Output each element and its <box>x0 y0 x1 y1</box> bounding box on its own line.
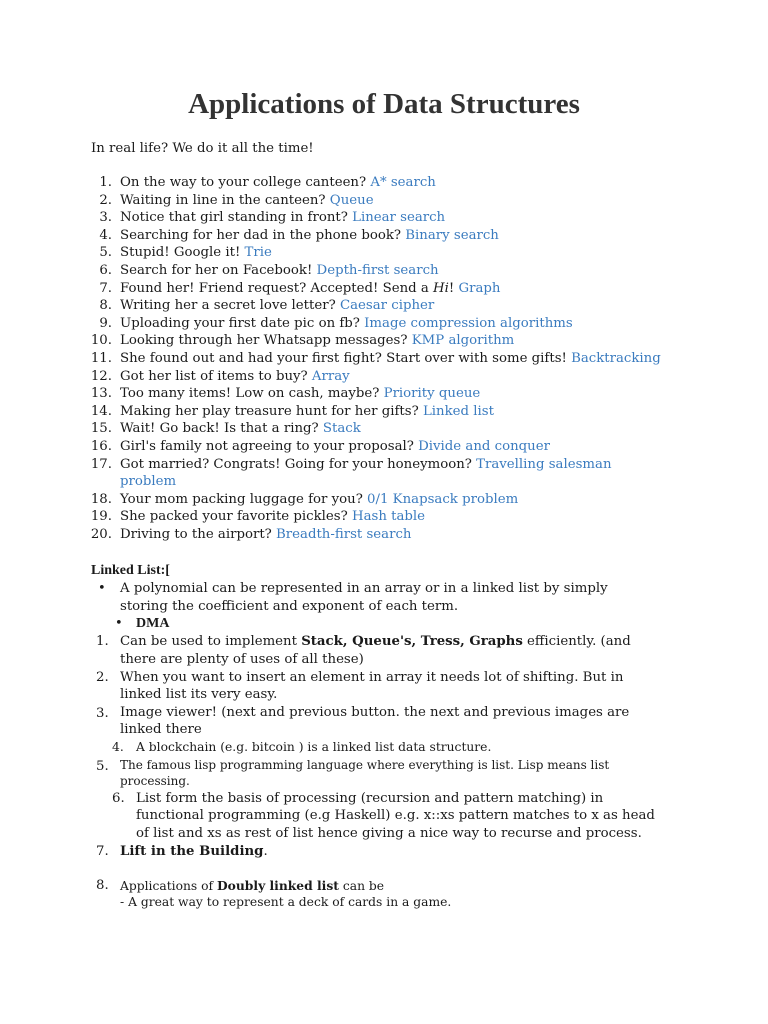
item-2-line-2: linked list its very easy. <box>120 687 278 702</box>
item-number: 20. <box>90 527 112 542</box>
item-number: 7. <box>99 280 112 296</box>
bullet-icon: • <box>115 616 123 631</box>
dma-label: DMA <box>136 616 170 631</box>
item-text <box>120 526 411 543</box>
linked-list-heading: Linked List:[ <box>91 563 170 578</box>
intro-text: In real life? We do it all the time! <box>91 141 314 156</box>
item-8-line-1 <box>120 877 384 895</box>
item-text <box>120 280 500 297</box>
item-number: 19. <box>90 509 112 525</box>
item-number: 15. <box>90 421 112 437</box>
algorithm-link[interactable]: Priority queue <box>383 386 481 402</box>
item-number: 17. <box>90 456 112 472</box>
item-description: Looking through her Whatsapp messages? <box>120 333 412 349</box>
item-8-text: Applications of <box>120 879 217 893</box>
item-number: 14. <box>90 403 112 419</box>
item-3-line-1: Image viewer! (next and previous button. the next and previous images are <box>120 705 630 720</box>
item-text <box>120 174 436 191</box>
item-1-line-1 <box>120 633 631 650</box>
item-6-line-3: of list and xs as rest of list hence giving a nice way to recurse and process. <box>136 826 642 841</box>
item-number: 1. <box>99 175 112 190</box>
item-number: 9. <box>99 315 112 331</box>
item-description: Your mom packing luggage for you? <box>120 491 368 507</box>
item-text <box>120 420 361 437</box>
item-description: Writing her a secret love letter? <box>120 298 340 314</box>
item-number: 1. <box>96 634 109 649</box>
item-description: Search for her on Facebook! <box>120 263 317 278</box>
item-number: 3. <box>99 210 112 226</box>
item-description-cont: ! <box>448 280 459 296</box>
item-description: She found out and had your first fight? Start over with some gifts! <box>120 351 572 366</box>
item-1-bold: Stack, Queue's, Tress, Graphs <box>301 634 523 649</box>
item-number: 13. <box>90 386 112 402</box>
item-7-line <box>120 843 268 860</box>
item-description: Stupid! Google it! <box>120 245 245 261</box>
item-6-line-2: functional programming (e.g Haskell) e.g. x::xs pattern matches to x as head <box>136 808 655 823</box>
item-description: Notice that girl standing in front? <box>120 210 353 226</box>
item-8-line-2: - A great way to represent a deck of cards in a game. <box>120 895 452 909</box>
item-2-line-1: When you want to insert an element in array it needs lot of shifting. But in <box>120 670 624 685</box>
item-description: Too many items! Low on cash, maybe? <box>120 386 384 402</box>
item-text <box>120 403 494 420</box>
bullet-icon: • <box>98 581 106 596</box>
item-number: 6. <box>112 791 125 806</box>
item-5-line-1: The famous lisp programming language where everything is list. Lisp means list <box>120 758 610 772</box>
algorithm-link[interactable]: problem <box>120 474 177 490</box>
item-text <box>120 438 550 455</box>
item-italic: Hi <box>433 280 449 296</box>
item-number: 16. <box>90 439 112 454</box>
algorithm-link[interactable]: Trie <box>244 245 272 261</box>
item-5-line-2: processing. <box>120 774 190 788</box>
item-description: She packed your favorite pickles? <box>120 509 352 525</box>
page-title: Applications of Data Structures <box>188 88 580 120</box>
algorithm-link[interactable]: Stack <box>322 421 361 437</box>
item-number: 4. <box>99 227 112 243</box>
item-text <box>120 209 445 226</box>
algorithm-link[interactable]: Binary search <box>405 227 499 243</box>
algorithm-link[interactable]: Divide and conquer <box>418 439 550 454</box>
item-text <box>120 350 661 367</box>
polynomial-line-1: A polynomial can be represented in an array or in a linked list by simply <box>120 581 608 596</box>
item-7-dot: . <box>263 844 268 859</box>
item-text <box>120 227 499 244</box>
item-text <box>120 315 573 332</box>
item-number: 12. <box>90 368 112 384</box>
algorithm-link[interactable]: Travelling salesman <box>476 456 612 472</box>
item-text <box>120 192 374 209</box>
list-item-continuation <box>120 473 176 490</box>
item-1-text: Can be used to implement <box>120 634 302 649</box>
item-text <box>120 332 514 349</box>
item-number: 5. <box>99 245 112 261</box>
item-3-line-2: linked there <box>120 722 202 737</box>
item-number: 4. <box>112 740 124 754</box>
item-description: On the way to your college canteen? <box>120 175 371 190</box>
algorithm-link[interactable]: Image compression algorithms <box>364 315 573 331</box>
item-text <box>120 297 434 314</box>
algorithm-link[interactable]: Hash table <box>351 509 426 525</box>
item-8-rest: can be <box>338 879 385 893</box>
item-number: 8. <box>96 878 109 893</box>
item-1-rest: efficiently. (and <box>522 634 631 649</box>
algorithm-link[interactable]: Caesar cipher <box>339 298 435 314</box>
algorithm-link[interactable]: Array <box>311 368 350 384</box>
item-number: 2. <box>99 192 112 208</box>
algorithm-link[interactable]: A* search <box>370 175 436 190</box>
item-number: 7. <box>96 844 109 859</box>
item-description: Got married? Congrats! Going for your honeymoon? <box>120 456 477 472</box>
item-number: 18. <box>90 491 112 507</box>
item-text <box>120 244 272 261</box>
item-description: Driving to the airport? <box>120 527 277 542</box>
item-number: 8. <box>99 298 112 314</box>
item-text <box>120 385 480 402</box>
algorithm-link[interactable]: Depth-first search <box>316 263 439 278</box>
item-number: 11. <box>90 351 112 366</box>
item-text <box>120 508 425 525</box>
item-text <box>120 456 612 473</box>
item-7-bold: Lift in the Building <box>120 844 264 859</box>
item-description: Wait! Go back! Is that a ring? <box>120 421 323 437</box>
algorithm-link[interactable]: Queue <box>329 192 374 208</box>
item-text <box>120 368 350 385</box>
item-text <box>120 491 518 508</box>
algorithm-link[interactable]: 0/1 Knapsack problem <box>367 491 519 507</box>
item-8-bold: Doubly linked list <box>217 878 339 893</box>
item-description: Searching for her dad in the phone book? <box>120 227 406 243</box>
item-number: 5. <box>96 759 109 774</box>
item-description: Waiting in line in the canteen? <box>120 192 330 208</box>
item-description: Found her! Friend request? Accepted! Send a <box>120 280 434 296</box>
item-1-line-2: there are plenty of uses of all these) <box>120 652 364 667</box>
item-description: Girl's family not agreeing to your proposal? <box>120 439 419 454</box>
algorithm-link[interactable]: Graph <box>458 280 501 296</box>
polynomial-line-2: storing the coefficient and exponent of each term. <box>120 599 459 614</box>
item-number: 3. <box>96 706 109 721</box>
item-text <box>120 262 439 279</box>
item-number: 10. <box>90 333 112 349</box>
item-4-text: A blockchain (e.g. bitcoin ) is a linked list data structure. <box>136 740 492 754</box>
algorithm-link[interactable]: Breadth-first search <box>276 527 412 542</box>
item-description: Got her list of items to buy? <box>120 368 312 384</box>
algorithm-link[interactable]: KMP algorithm <box>411 333 515 349</box>
algorithm-link[interactable]: Backtracking <box>571 351 661 366</box>
item-number: 6. <box>99 263 112 278</box>
item-6-line-1: List form the basis of processing (recursion and pattern matching) in <box>136 791 604 806</box>
item-description: Making her play treasure hunt for her gifts? <box>120 403 423 419</box>
item-number: 2. <box>96 670 109 685</box>
algorithm-link[interactable]: Linear search <box>352 210 446 226</box>
item-description: Uploading your first date pic on fb? <box>120 315 365 331</box>
algorithm-link[interactable]: Linked list <box>422 403 494 419</box>
